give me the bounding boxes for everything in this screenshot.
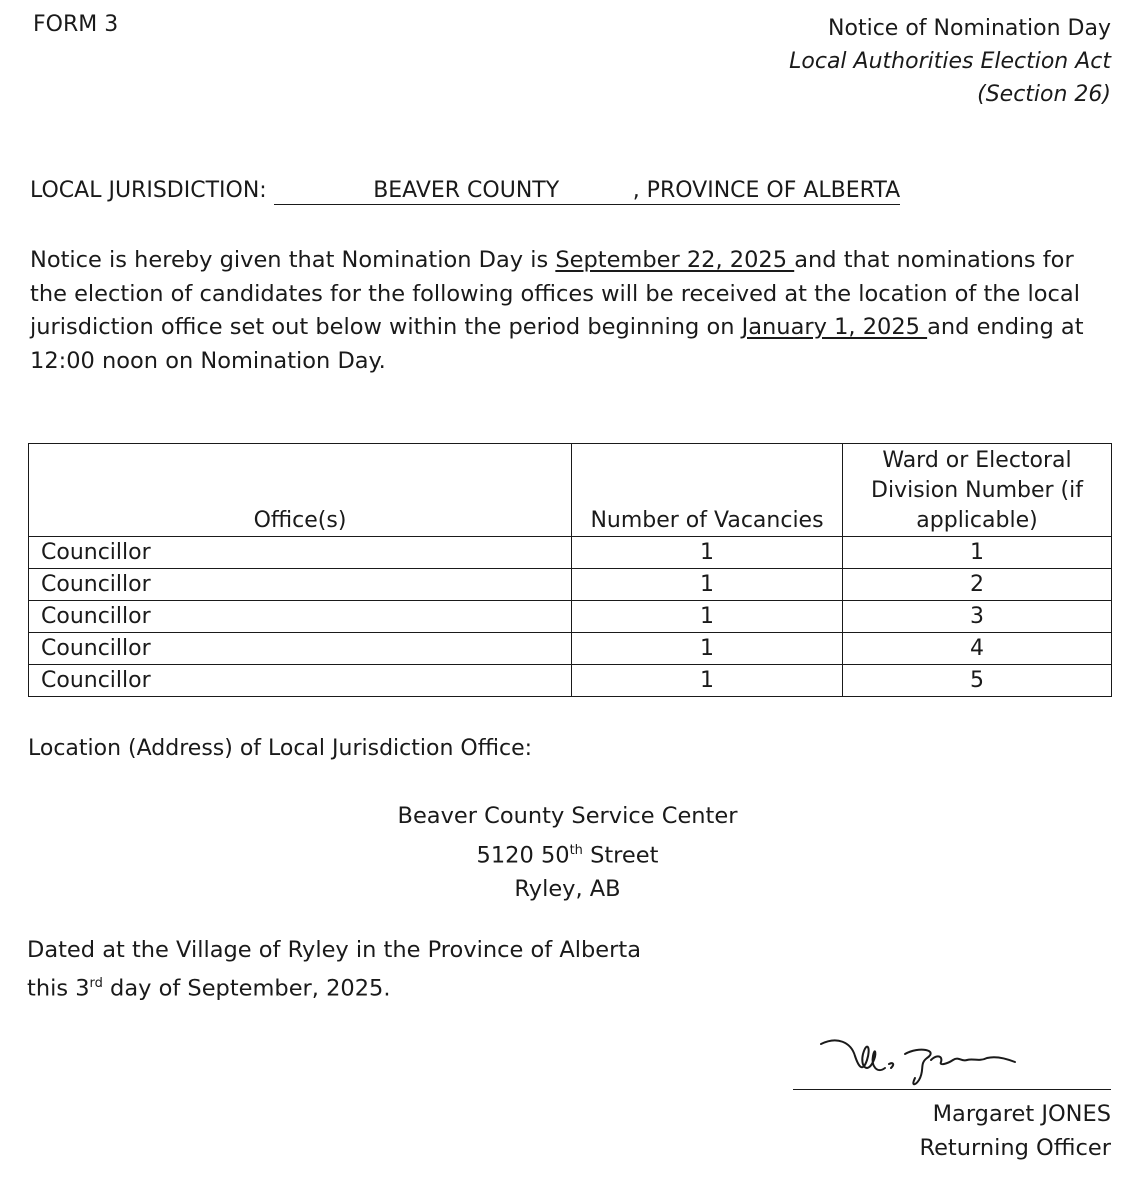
office-cell: Councillor [29, 633, 572, 665]
table-header-row [29, 444, 1112, 537]
notice-paragraph [30, 244, 1115, 378]
jurisdiction-line [30, 178, 900, 205]
jurisdiction-label: LOCAL JURISDICTION: [30, 178, 267, 203]
table-row [29, 633, 1112, 665]
header-office: Office(s) [29, 444, 572, 537]
vacancies-cell: 1 [572, 633, 843, 665]
location-label: Location (Address) of Local Jurisdiction Office: [28, 736, 533, 761]
jurisdiction-name: BEAVER COUNTY [274, 178, 639, 205]
nomination-date: September 22, 2025 [555, 247, 795, 273]
act-section: (Section 26) [977, 82, 1111, 107]
period-start-date: January 1, 2025 [741, 314, 928, 340]
ward-cell: 1 [843, 537, 1112, 569]
ward-cell: 4 [843, 633, 1112, 665]
notice-text-2: and that nominations for the election of candidates for the following offices will be received at the location of the local jurisdiction office set out below within the period beginning on [30, 247, 1080, 340]
offices-table [28, 443, 1112, 697]
office-cell: Councillor [29, 601, 572, 633]
document-header [789, 12, 1111, 111]
day-ordinal: rd [89, 976, 103, 991]
header-vacancies: Number of Vacancies [572, 444, 843, 537]
signatory-name: Margaret JONES [932, 1101, 1111, 1127]
signature-image [815, 1028, 1035, 1090]
signature-line [793, 1089, 1111, 1090]
jurisdiction-province: , PROVINCE OF ALBERTA [632, 178, 901, 203]
act-name: Local Authorities Election Act [789, 49, 1111, 74]
dated-line-2 [27, 967, 641, 1006]
signature-stroke [905, 1050, 931, 1085]
signature-stroke [821, 1040, 885, 1070]
signature-stroke [889, 1063, 893, 1068]
document-title: Notice of Nomination Day [828, 16, 1111, 41]
table-row [29, 569, 1112, 601]
dated-day: this 3 [27, 975, 90, 1002]
office-street [0, 834, 1135, 873]
header-ward: Ward or Electoral Division Number (if applicable) [843, 444, 1112, 537]
vacancies-cell: 1 [572, 569, 843, 601]
vacancies-cell: 1 [572, 537, 843, 569]
ward-cell: 5 [843, 665, 1112, 697]
dated-rest: day of September, 2025. [102, 975, 391, 1002]
office-city: Ryley, AB [514, 875, 621, 902]
table-row [29, 665, 1112, 697]
ward-cell: 2 [843, 569, 1112, 601]
vacancies-cell: 1 [572, 665, 843, 697]
street-name: Street [582, 842, 659, 868]
signature-stroke [931, 1056, 1015, 1064]
notice-text-1: Notice is hereby given that Nomination Day is [30, 247, 556, 273]
street-ordinal: th [569, 842, 583, 858]
notice-text-3: and ending at 12:00 noon on Nomination Day. [30, 314, 1084, 374]
form-number: FORM 3 [33, 12, 119, 37]
office-cell: Councillor [29, 537, 572, 569]
office-cell: Councillor [29, 665, 572, 697]
ward-cell: 3 [843, 601, 1112, 633]
office-name: Beaver County Service Center [397, 803, 738, 829]
table-row [29, 537, 1112, 569]
dated-statement [27, 933, 641, 1006]
table-row [29, 601, 1112, 633]
vacancies-cell: 1 [572, 601, 843, 633]
signatory-title: Returning Officer [919, 1135, 1111, 1161]
signatory-block [919, 1097, 1111, 1165]
street-number: 5120 50 [476, 842, 570, 868]
office-address [0, 800, 1135, 906]
dated-line-1: Dated at the Village of Ryley in the Province of Alberta [27, 937, 641, 963]
office-cell: Councillor [29, 569, 572, 601]
